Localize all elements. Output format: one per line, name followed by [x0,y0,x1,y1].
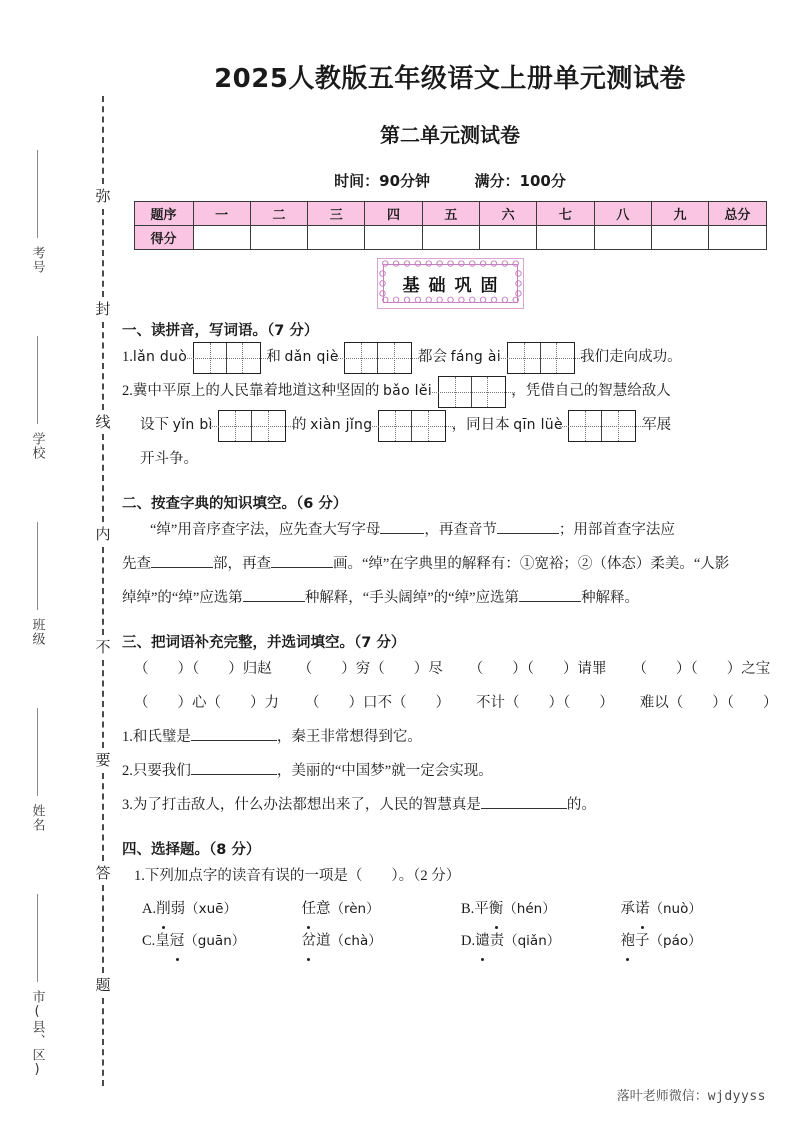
option-post: 道 [316,933,331,949]
fill-number-3: 3. [122,797,133,813]
fill-text-1b: ，秦王非常想得到它。 [276,729,422,745]
q2-text-3: 设下 [140,417,169,433]
fill-number-1: 1. [122,729,133,745]
seal-char-6: 答 [95,863,111,882]
emphasis-dot-char: 诺 [635,893,650,925]
score-value-2[interactable] [250,226,307,250]
score-value-7[interactable] [537,226,594,250]
idiom-item[interactable]: 不计（ ）（ ） [476,695,614,711]
writing-grid[interactable] [344,342,412,374]
score-col-2: 二 [250,202,307,226]
option-pinyin: （qiǎn） [504,933,561,949]
emphasis-dot-char: 衡 [489,893,504,925]
page-subtitle: 第二单元测试卷 [380,123,520,147]
section-2-body [122,513,780,615]
choice-option-d2[interactable] [621,925,781,957]
fill-line-2 [122,754,780,788]
option-tag: A. [142,901,157,917]
score-col-7: 七 [537,202,594,226]
answer-blank[interactable] [243,586,305,602]
writing-grid[interactable] [438,376,506,408]
seal-dash-segment [102,547,104,635]
option-pinyin: （páo） [649,933,702,949]
choice-option-b[interactable] [461,893,621,925]
writing-grid[interactable] [378,410,446,442]
id-field [28,522,47,708]
score-table [134,201,767,250]
score-table-value-row [134,226,766,250]
time-label: 时间：90分钟 [334,172,431,190]
choice-option-a[interactable] [142,893,302,925]
choice-option-d[interactable] [461,925,621,957]
q1-text-1: 和 [266,349,281,365]
choice-option-c[interactable] [142,925,302,957]
banner-label: 基础巩固 [402,276,507,296]
answer-blank[interactable] [497,518,559,534]
score-table-header-row [134,202,766,226]
fill-text-3b: 的。 [566,797,596,813]
id-rule [37,708,38,796]
emphasis-dot-char: 削 [156,893,171,925]
score-value-3[interactable] [308,226,365,250]
score-value-5[interactable] [422,226,479,250]
q2-text-2: ，凭借自己的智慧给敌人 [511,383,671,399]
option-post: 意 [316,901,331,917]
score-col-4: 四 [365,202,422,226]
option-tag: B. [461,901,475,917]
seal-dash-segment [102,209,104,297]
option-pre: 平 [474,901,489,917]
answer-blank[interactable] [271,552,333,568]
option-tag: D. [461,933,476,949]
seal-dash-segment [102,322,104,410]
option-post: 弱 [170,901,186,917]
q2-text-7: 开斗争。 [140,451,198,467]
fill-line-3 [122,788,780,822]
seal-dash-segment [102,998,104,1086]
answer-blank[interactable] [191,725,277,741]
seal-dash-segment [102,96,104,184]
writing-grid[interactable] [193,342,261,374]
score-col-1: 一 [193,202,250,226]
q1-pinyin-2: dǎn qiè [284,349,339,365]
idiom-item[interactable]: （ ）穷（ ）尽 [297,661,443,677]
section-4-stem [134,859,780,893]
s2-text-1a: “绰”用音序查字法，应先查大写字母 [150,522,381,538]
option-tag: C. [142,933,156,949]
score-value-total[interactable] [709,226,766,250]
seal-char-1: 封 [95,299,111,318]
fill-text-2b: ，美丽的“中国梦”就一定会实现。 [276,763,493,779]
fill-number-2: 2. [122,763,133,779]
seal-dash-segment [102,434,104,522]
section-heading-2: 二、按查字典的知识填空。（6 分） [122,496,348,512]
option-pinyin: （xuē） [185,901,237,917]
writing-grid[interactable] [568,410,636,442]
q2-number: 2. [122,383,133,399]
option-pre: 皇 [155,933,170,949]
id-label-banji: 班级 [29,618,45,646]
total-score-label: 满分：100分 [474,172,566,190]
emphasis-dot-char: 任 [302,893,317,925]
idiom-item[interactable]: 难以（ ）（ ） [639,695,778,711]
s2-text-2a: 先查 [122,556,151,572]
s2-text-3a: 绰绰”的“绰”应选第 [122,590,243,606]
score-col-5: 五 [422,202,479,226]
section-heading-3: 三、把词语补充完整，并选词填空。（7 分） [122,635,406,651]
s2-text-1b: ，再查音节 [424,522,497,538]
seal-dash-segment [102,885,104,973]
seal-char-5: 要 [95,750,111,769]
score-value-4[interactable] [365,226,422,250]
footer-label: 落叶老师微信： [616,1089,708,1104]
id-label-xuexiao: 学校 [29,432,45,460]
q2-pinyin-1: bǎo lěi [383,383,432,399]
footer-wechat-id: wjdyyss [707,1089,766,1104]
fill-text-3a: 为了打击敌人，什么办法都想出来了，人民的智慧真是 [132,797,481,813]
q2-text-6: 军展 [642,417,672,433]
score-value-8[interactable] [594,226,651,250]
score-value-1[interactable] [193,226,250,250]
choice-question-stem: 1.下列加点字的读音有误的一项是（ ）。（2 分） [134,868,461,884]
writing-grid[interactable] [218,410,286,442]
q2-text-1: 冀中平原上的人民靠着地道这种坚固的 [132,383,380,399]
score-col-total: 总分 [709,202,766,226]
answer-blank[interactable] [519,586,581,602]
id-rule [37,150,38,238]
score-col-8: 八 [594,202,651,226]
exam-sheet [120,0,780,1122]
section-heading-1: 一、读拼音，写词语。（7 分） [122,323,319,339]
emphasis-dot-char: 谴 [475,925,490,957]
id-rule [37,336,38,424]
emphasis-dot-char: 冠 [170,925,185,957]
id-field [28,708,47,894]
idiom-item[interactable]: （ ）（ ）归赵 [134,661,272,677]
id-field [28,894,47,1080]
option-pinyin: （rèn） [330,901,380,917]
section-2-line-2 [122,547,780,581]
id-label-shixianqu: 市(县、区) [29,990,45,1078]
emphasis-dot-char: 岔 [302,925,317,957]
idiom-item[interactable]: （ ）口不（ ） [305,695,450,711]
fill-text-1a: 和氏璧是 [132,729,191,745]
answer-blank[interactable] [380,518,424,534]
option-pinyin: （nuò） [649,901,702,917]
fill-line-1 [122,720,780,754]
exam-meta [120,170,780,191]
section-3-fills [122,720,780,822]
option-post: 子 [635,933,650,949]
footer-watermark [617,1085,766,1104]
choice-row-2 [142,925,780,957]
option-pre: 承 [620,901,635,917]
seal-dash-segment [102,660,104,748]
idiom-item[interactable]: （ ）心（ ）力 [134,695,279,711]
q2-pinyin-3: xiàn jǐng [310,417,373,433]
score-col-6: 六 [479,202,536,226]
score-col-3: 三 [308,202,365,226]
q1-pinyin-1: lǎn duò [132,349,188,365]
identity-margin [14,150,60,1080]
answer-blank[interactable] [151,552,213,568]
choice-option-a2[interactable] [302,893,462,925]
q1-number: 1. [122,349,133,365]
seal-line [92,96,114,1086]
page-title: 2025人教版五年级语文上册单元测试卷 [214,64,686,94]
score-table-row-label-0: 题序 [134,202,193,226]
q2-line-2 [140,408,780,442]
id-rule [37,522,38,610]
id-field [28,150,47,336]
q2-text-4: 的 [291,417,307,433]
s2-text-1c: ；用部首查字法应 [558,522,675,538]
s2-text-3b: 种解释，“手头阔绰”的“绰”应选第 [304,590,520,606]
section-banner [383,264,518,303]
score-value-9[interactable] [651,226,708,250]
section-1-q1 [122,340,780,374]
section-heading-4: 四、选择题。（8 分） [122,842,261,858]
id-field [28,336,47,522]
q1-text-2: 都会 [418,349,447,365]
id-rule [37,894,38,982]
q2-pinyin-4: qīn lüè [513,417,563,433]
score-col-9: 九 [651,202,708,226]
idiom-item[interactable]: （ ）（ ）请罪 [468,661,607,677]
id-label-kaohao: 考号 [29,246,45,274]
section-banner-wrap [120,264,780,303]
answer-blank[interactable] [191,759,277,775]
seal-char-0: 弥 [95,187,111,205]
seal-char-7: 题 [95,976,111,995]
option-post: 责 [489,933,505,949]
seal-dash-segment [102,773,104,861]
choice-option-c2[interactable] [302,925,462,957]
idiom-row-1 [134,652,780,686]
q1-pinyin-3: fáng ài [450,349,501,365]
seal-char-4: 不 [95,638,111,656]
idiom-item[interactable]: （ ）（ ）之宝 [632,661,771,677]
q2-line-3 [140,442,780,476]
section-1-q2 [122,374,780,476]
emphasis-dot-char: 袍 [621,925,636,957]
s2-text-2b: 部，再查 [213,556,271,572]
q2-pinyin-2: yǐn bì [172,417,213,433]
seal-char-3: 内 [95,525,111,544]
choice-row-1 [142,893,780,925]
choice-option-b2[interactable] [621,893,781,925]
s2-text-2c: 画。“绰”在字典里的解释有：①宽裕；②（体态）柔美。“人影 [333,556,730,572]
answer-blank[interactable] [481,793,567,809]
option-pinyin: （chà） [330,933,382,949]
id-label-xingming: 姓名 [29,804,45,832]
seal-char-2: 线 [95,412,111,431]
score-value-6[interactable] [479,226,536,250]
q2-text-5: ，同日本 [451,417,510,433]
idiom-row-2 [134,686,780,720]
q1-text-3: 我们走向成功。 [580,349,682,365]
score-table-row-label-1: 得分 [134,226,193,250]
s2-text-3c: 种解释。 [581,590,640,606]
fill-text-2a: 只要我们 [132,763,191,779]
option-pinyin: （guān） [184,933,246,949]
q2-line-1 [122,374,780,408]
section-2-line-3 [122,581,780,615]
writing-grid[interactable] [507,342,575,374]
option-pinyin: （hén） [503,901,556,917]
section-2-line-1 [122,513,780,547]
